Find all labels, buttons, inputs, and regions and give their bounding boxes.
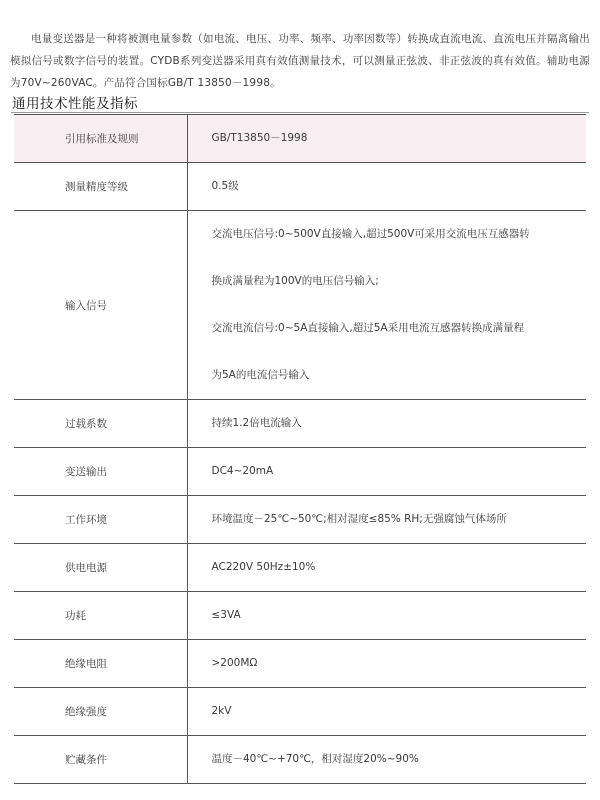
spec-value	[187, 736, 586, 784]
spec-value-line: 0.5级	[211, 180, 239, 192]
table-row	[14, 544, 586, 592]
table-row	[14, 640, 586, 688]
spec-value-line: 温度－40℃~+70℃，相对湿度20%~90%	[211, 753, 419, 765]
spec-value	[187, 688, 586, 736]
spec-value	[187, 211, 586, 400]
table-row	[14, 496, 586, 544]
spec-value-line: 持续1.2倍电流输入	[211, 417, 302, 429]
spec-value	[187, 400, 586, 448]
section-title: 通用技术性能及指标	[12, 96, 138, 112]
spec-value-line: ≤3VA	[211, 609, 241, 621]
spec-value	[187, 592, 586, 640]
table-row	[14, 400, 586, 448]
spec-value-line: GB/T13850－1998	[211, 132, 308, 144]
spec-label: 贮藏条件	[14, 736, 187, 784]
table-row	[14, 736, 586, 784]
title-underline	[11, 112, 589, 113]
spec-value	[187, 448, 586, 496]
spec-label: 供电电源	[14, 544, 187, 592]
table-row	[14, 592, 586, 640]
spec-value	[187, 115, 586, 163]
spec-value	[187, 496, 586, 544]
spec-value-line: 交流电流信号:0~5A直接输入,超过5A采用电流互感器转换成满量程	[211, 322, 525, 334]
spec-value-line: DC4~20mA	[211, 465, 274, 477]
spec-value	[187, 640, 586, 688]
table-row	[14, 211, 586, 400]
spec-label: 引用标准及规则	[14, 115, 187, 163]
spec-value-line: AC220V 50Hz±10%	[211, 561, 316, 573]
table-row	[14, 163, 586, 211]
spec-label: 过载系数	[14, 400, 187, 448]
spec-value-line: 换成满量程为100V的电压信号输入;	[211, 275, 379, 287]
spec-value-line: 交流电压信号:0~500V直接输入,超过500V可采用交流电压互感器转	[211, 228, 530, 240]
spec-label: 工作环境	[14, 496, 187, 544]
spec-label: 绝缘电阻	[14, 640, 187, 688]
table-row	[14, 688, 586, 736]
spec-label: 变送输出	[14, 448, 187, 496]
spec-value	[187, 163, 586, 211]
spec-value-line: >200MΩ	[211, 657, 258, 669]
spec-value	[187, 544, 586, 592]
intro-paragraph: 电量变送器是一种将被测电量参数（如电流、电压、功率、频率、功率因数等）转换成直流电流、直流电压并隔离输出模拟信号或数字信号的装置。CYDB系列变送器采用真有效值测量技术，可以测量正弦波、非正弦波的真有效值。辅助电源为70V~260VAC。产品符合国标GB/T 13850－1998。	[10, 32, 590, 89]
spec-label: 测量精度等级	[14, 163, 187, 211]
spec-label: 功耗	[14, 592, 187, 640]
spec-value-line: 环境温度－25℃~50℃;相对湿度≤85% RH;无强腐蚀气体场所	[211, 513, 507, 525]
spec-value-line: 2kV	[211, 705, 232, 717]
spec-label: 绝缘强度	[14, 688, 187, 736]
spec-label: 输入信号	[14, 211, 187, 400]
spec-table	[14, 114, 586, 784]
table-row	[14, 448, 586, 496]
spec-value-line: 为5A的电流信号输入	[211, 369, 310, 381]
table-row	[14, 115, 586, 163]
